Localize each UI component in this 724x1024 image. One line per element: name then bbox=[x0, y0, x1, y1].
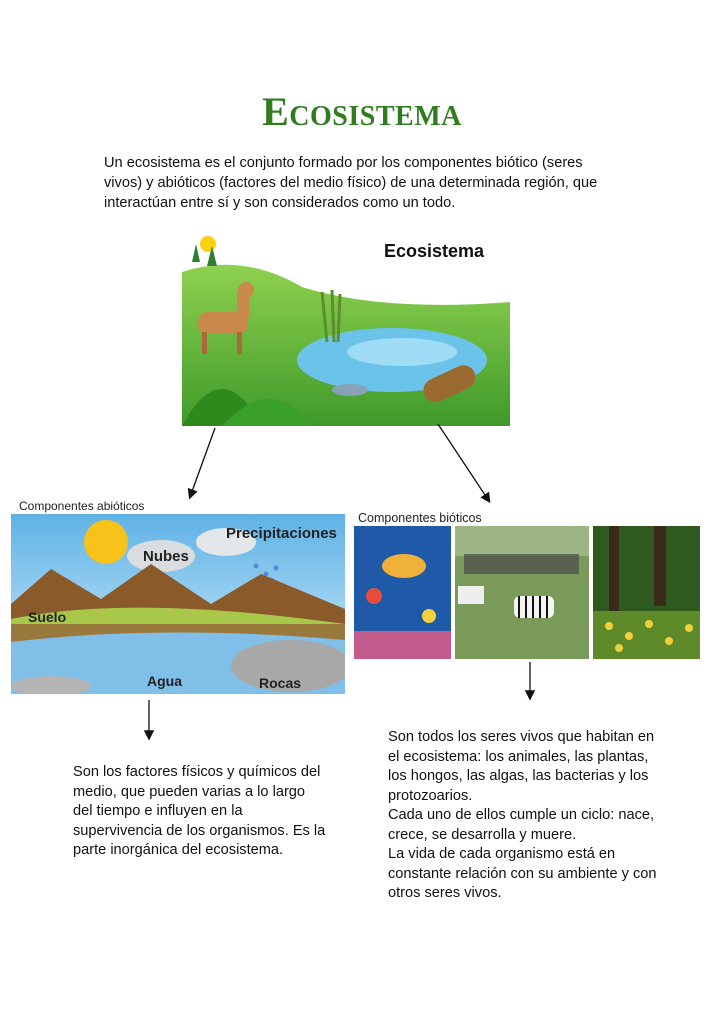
sun-icon bbox=[84, 520, 128, 564]
photo-zebras-savanna bbox=[455, 526, 589, 659]
abiotic-description: Son los factores físicos y químicos del medio, que pueden varias a lo largo del tiempo e influyen en la supervivencia de los organismos. Es la parte inorgánica del ecosistema. bbox=[73, 764, 326, 858]
page-title: Ecosistema bbox=[262, 89, 462, 134]
intro-paragraph: Un ecosistema es el conjunto formado por los componentes biótico (seres vivos) y abióticos (factores del medio físico) de una determinada región, que interactúan entre sí y son considerados como un todo. bbox=[104, 155, 598, 211]
biotic-caption: Componentes bióticos bbox=[358, 511, 482, 525]
photo-forest-flowers bbox=[593, 526, 700, 659]
biotic-description bbox=[388, 728, 668, 904]
abiotic-caption: Componentes abióticos bbox=[19, 499, 145, 513]
label-precipitaciones: Precipitaciones bbox=[226, 525, 337, 542]
photo-fish-reef bbox=[354, 526, 451, 659]
abiotic-illustration bbox=[11, 514, 345, 694]
biotic-photos bbox=[354, 526, 700, 659]
ecosystem-image-label: Ecosistema bbox=[384, 241, 485, 261]
label-rocas: Rocas bbox=[259, 675, 302, 691]
label-nubes: Nubes bbox=[143, 548, 189, 565]
biotic-description-1: Son todos los seres vivos que habitan en el ecosistema: los animales, las plantas, los hongos, las algas, las bacterias y los protozoarios. bbox=[388, 729, 655, 804]
biotic-description-2: Cada uno de ellos cumple un ciclo: nace, crece, se desarrolla y muere. bbox=[388, 807, 655, 843]
arrow-to-biotic bbox=[438, 424, 489, 501]
label-suelo: Suelo bbox=[28, 609, 67, 625]
label-agua: Agua bbox=[147, 673, 182, 689]
arrow-to-abiotic bbox=[190, 428, 215, 497]
biotic-description-3: La vida de cada organismo está en constante relación con su ambiente y con otros seres vivos. bbox=[388, 846, 657, 901]
